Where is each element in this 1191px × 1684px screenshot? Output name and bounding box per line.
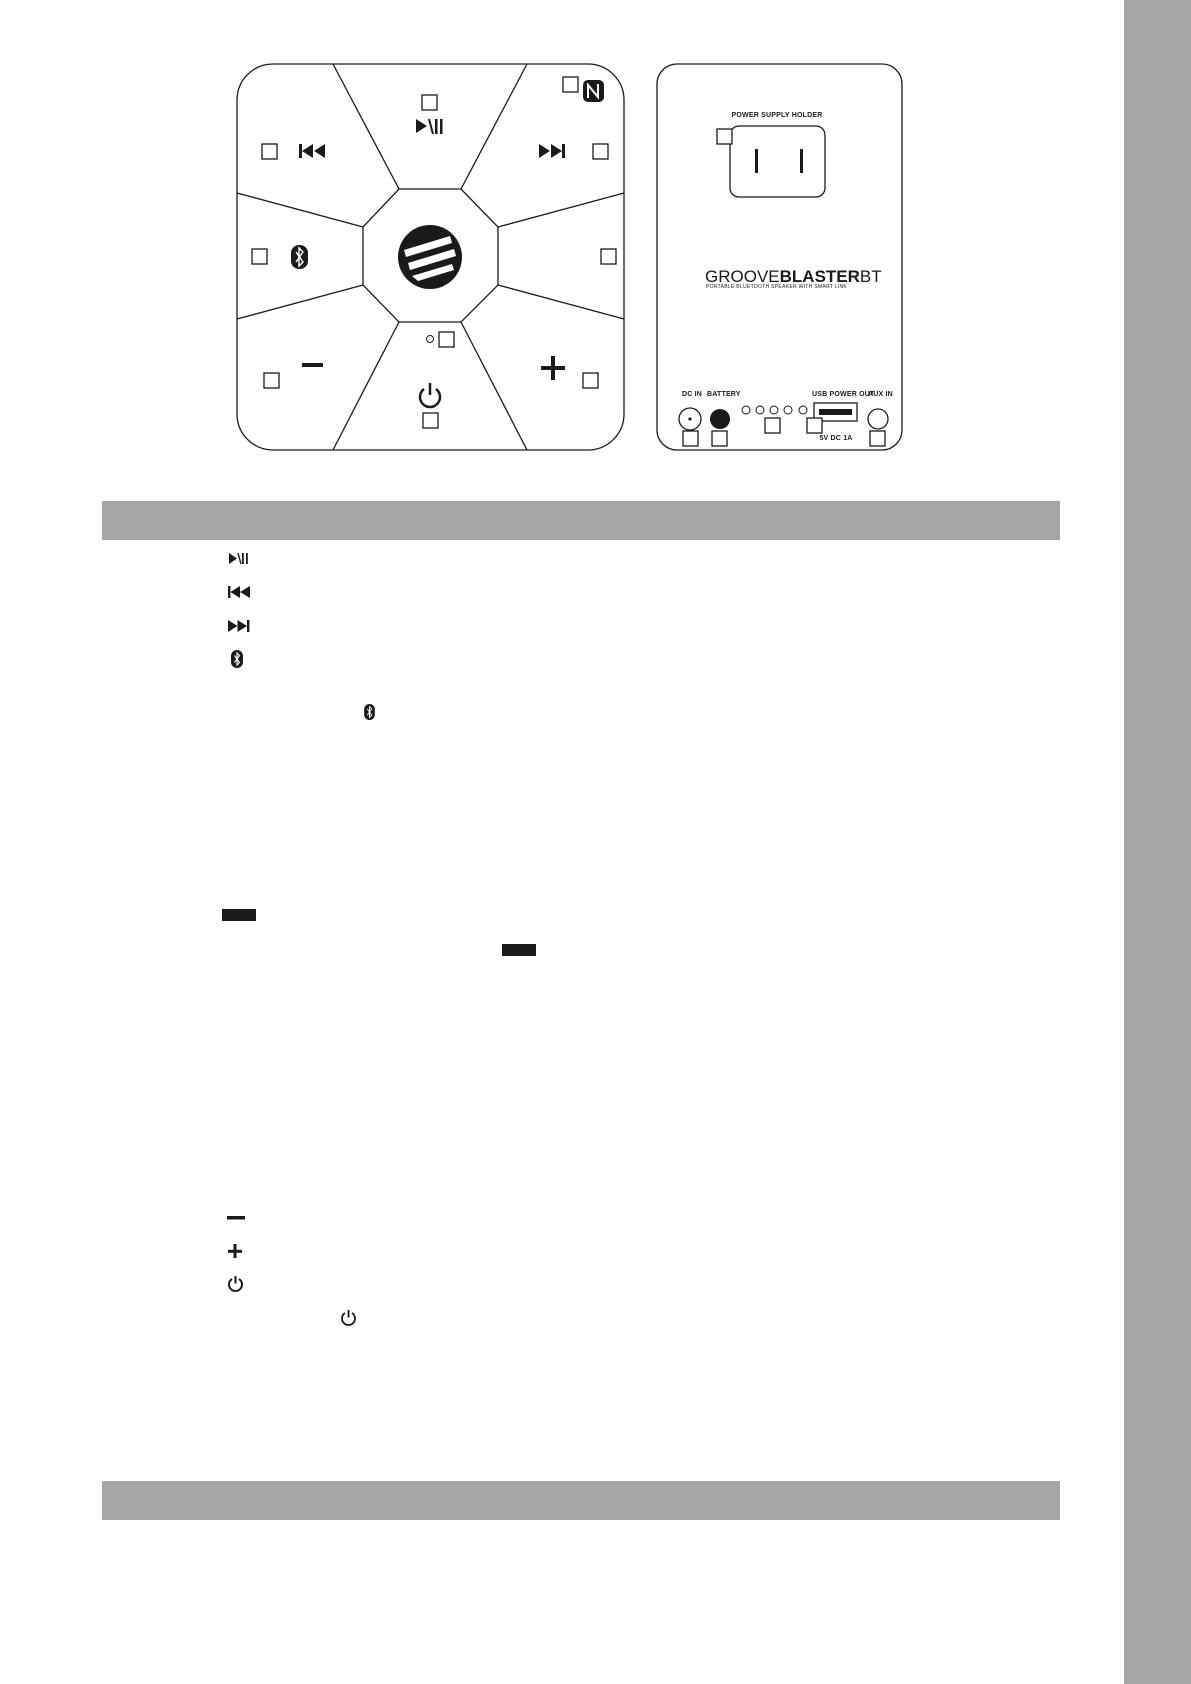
- plus-icon: [228, 1244, 243, 1259]
- play-pause-icon: [227, 551, 249, 567]
- bluetooth-icon: [364, 704, 375, 720]
- redacted-block: [502, 944, 536, 956]
- section-header-bar: [102, 501, 1060, 540]
- redacted-block: [222, 909, 256, 921]
- brand-tagline: PORTABLE BLUETOOTH SPEAKER WITH SMART LINK: [706, 284, 848, 290]
- nfc-icon: [583, 80, 604, 102]
- aux-in-jack: [868, 409, 888, 429]
- power-icon: [227, 1275, 244, 1292]
- next-track-icon: [228, 619, 250, 633]
- usb-power-out-label: USB POWER OUT: [812, 391, 875, 398]
- bluetooth-icon: [291, 245, 308, 269]
- power-icon: [420, 383, 440, 407]
- reloop-logo: [398, 225, 462, 289]
- battery-leds: [742, 406, 807, 414]
- minus-icon: [227, 1215, 246, 1221]
- power-socket: [730, 126, 825, 197]
- device-diagram: [0, 0, 1191, 470]
- usb-rating-label: 5V DC 1A: [819, 435, 853, 442]
- battery-label: BATTERY: [707, 391, 741, 398]
- previous-track-icon: [299, 144, 325, 158]
- minus-icon: [302, 363, 323, 367]
- battery-jack: [710, 409, 730, 429]
- next-track-icon: [539, 144, 565, 158]
- section-header-bar: [102, 1481, 1060, 1520]
- plus-icon: [541, 356, 565, 380]
- rear-panel: [657, 64, 902, 450]
- previous-track-icon: [228, 585, 250, 599]
- dc-in-label: DC IN: [682, 391, 703, 398]
- aux-in-label: AUX IN: [868, 391, 893, 398]
- status-led: [427, 336, 434, 343]
- power-icon: [340, 1309, 357, 1326]
- bluetooth-icon: [231, 650, 243, 668]
- power-supply-holder-label: POWER SUPPLY HOLDER: [731, 112, 823, 119]
- brand-name: GROOVEBLASTERBT: [705, 267, 882, 286]
- play-pause-icon: [416, 119, 443, 134]
